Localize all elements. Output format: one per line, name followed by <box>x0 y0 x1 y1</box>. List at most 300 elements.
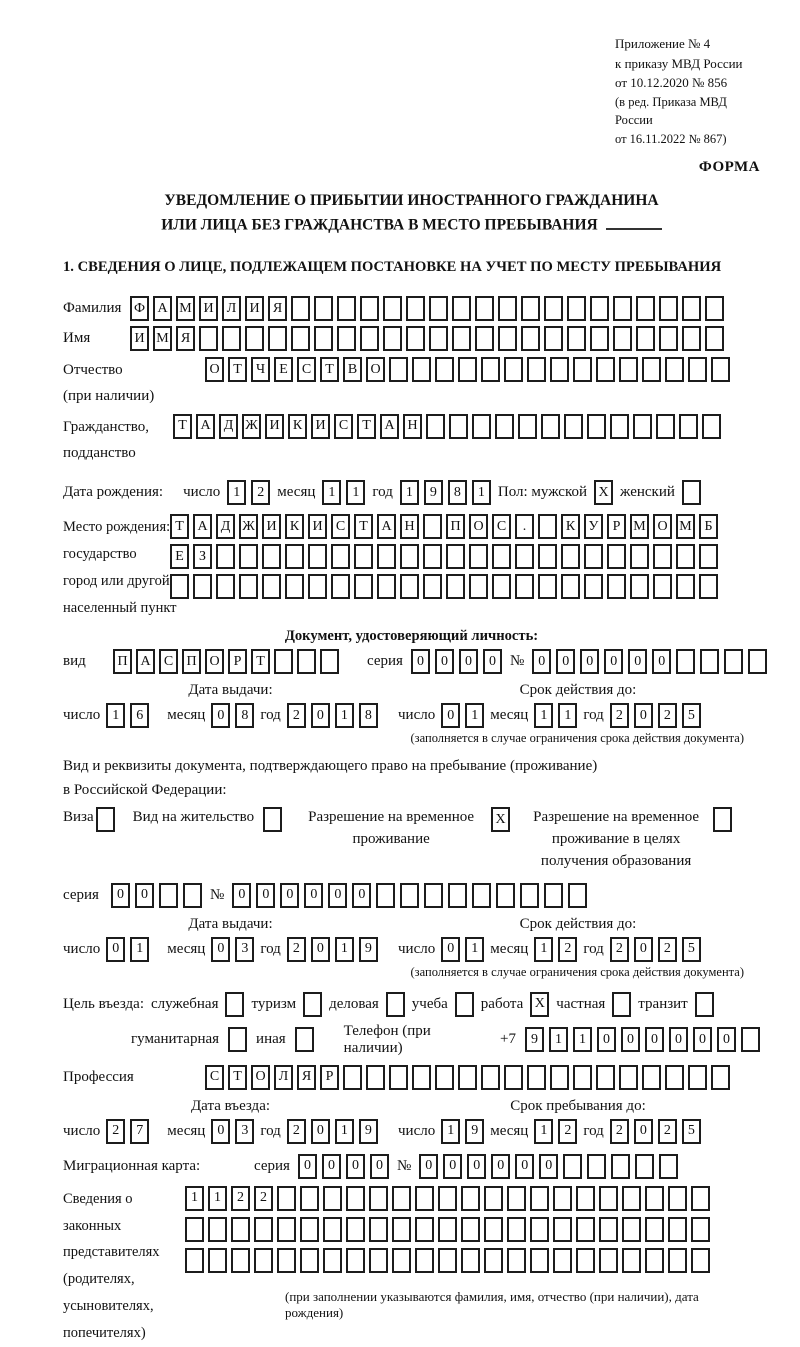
char-cell[interactable] <box>343 1065 362 1090</box>
char-cell[interactable] <box>538 514 557 539</box>
char-cell[interactable] <box>472 414 491 439</box>
char-cell[interactable] <box>452 296 471 321</box>
char-cell[interactable] <box>481 357 500 382</box>
char-cell[interactable]: 8 <box>235 703 254 728</box>
char-cell[interactable] <box>415 1186 434 1211</box>
char-cell[interactable]: П <box>446 514 465 539</box>
char-cell[interactable] <box>515 544 534 569</box>
char-cell[interactable] <box>346 1217 365 1242</box>
char-cell[interactable]: 1 <box>573 1027 592 1052</box>
char-cell[interactable]: Т <box>251 649 270 674</box>
char-cell[interactable]: Т <box>170 514 189 539</box>
char-cell[interactable] <box>193 574 212 599</box>
char-cell[interactable]: 0 <box>604 649 623 674</box>
char-cell[interactable]: Т <box>228 357 247 382</box>
sex-female-checkbox[interactable] <box>682 480 701 505</box>
char-cell[interactable] <box>613 326 632 351</box>
char-cell[interactable] <box>452 326 471 351</box>
char-cell[interactable] <box>291 296 310 321</box>
char-cell[interactable] <box>665 1065 684 1090</box>
char-cell[interactable]: 1 <box>558 703 577 728</box>
char-cell[interactable] <box>183 883 202 908</box>
char-cell[interactable]: Т <box>320 357 339 382</box>
char-cell[interactable] <box>438 1248 457 1273</box>
char-cell[interactable]: С <box>334 414 353 439</box>
char-cell[interactable] <box>607 574 626 599</box>
char-cell[interactable] <box>561 574 580 599</box>
char-cell[interactable] <box>724 649 743 674</box>
char-cell[interactable] <box>622 1217 641 1242</box>
char-cell[interactable] <box>688 357 707 382</box>
char-cell[interactable] <box>596 357 615 382</box>
char-cell[interactable] <box>323 1186 342 1211</box>
char-cell[interactable] <box>199 326 218 351</box>
char-cell[interactable]: 0 <box>311 703 330 728</box>
char-cell[interactable] <box>481 1065 500 1090</box>
char-cell[interactable] <box>619 1065 638 1090</box>
char-cell[interactable]: О <box>366 357 385 382</box>
char-cell[interactable] <box>300 1248 319 1273</box>
char-cell[interactable] <box>475 326 494 351</box>
purpose-transit-checkbox[interactable] <box>695 992 714 1017</box>
char-cell[interactable]: С <box>331 514 350 539</box>
char-cell[interactable] <box>711 1065 730 1090</box>
char-cell[interactable] <box>354 544 373 569</box>
purpose-tourism-checkbox[interactable] <box>303 992 322 1017</box>
char-cell[interactable]: 0 <box>491 1154 510 1179</box>
char-cell[interactable] <box>507 1186 526 1211</box>
char-cell[interactable] <box>613 296 632 321</box>
char-cell[interactable]: 1 <box>106 703 125 728</box>
char-cell[interactable]: А <box>377 514 396 539</box>
char-cell[interactable]: 0 <box>211 937 230 962</box>
residence-permit-checkbox[interactable] <box>263 807 282 832</box>
char-cell[interactable] <box>346 1186 365 1211</box>
char-cell[interactable]: 1 <box>472 480 491 505</box>
char-cell[interactable] <box>360 326 379 351</box>
char-cell[interactable]: 6 <box>130 703 149 728</box>
char-cell[interactable] <box>285 574 304 599</box>
char-cell[interactable]: 0 <box>441 703 460 728</box>
char-cell[interactable] <box>331 544 350 569</box>
char-cell[interactable]: 1 <box>534 1119 553 1144</box>
char-cell[interactable] <box>297 649 316 674</box>
char-cell[interactable]: 0 <box>628 649 647 674</box>
char-cell[interactable] <box>590 326 609 351</box>
char-cell[interactable] <box>400 544 419 569</box>
char-cell[interactable]: 2 <box>610 937 629 962</box>
char-cell[interactable] <box>216 574 235 599</box>
char-cell[interactable] <box>688 1065 707 1090</box>
char-cell[interactable] <box>691 1248 710 1273</box>
char-cell[interactable] <box>458 357 477 382</box>
char-cell[interactable] <box>245 326 264 351</box>
char-cell[interactable] <box>354 574 373 599</box>
char-cell[interactable] <box>633 414 652 439</box>
char-cell[interactable]: В <box>343 357 362 382</box>
char-cell[interactable]: 2 <box>231 1186 250 1211</box>
char-cell[interactable] <box>446 574 465 599</box>
char-cell[interactable]: Б <box>699 514 718 539</box>
char-cell[interactable]: 2 <box>287 1119 306 1144</box>
char-cell[interactable]: 2 <box>287 937 306 962</box>
char-cell[interactable]: 0 <box>483 649 502 674</box>
char-cell[interactable]: Ж <box>242 414 261 439</box>
char-cell[interactable] <box>705 326 724 351</box>
char-cell[interactable] <box>337 326 356 351</box>
char-cell[interactable]: О <box>251 1065 270 1090</box>
char-cell[interactable] <box>423 544 442 569</box>
char-cell[interactable]: С <box>205 1065 224 1090</box>
char-cell[interactable]: Я <box>297 1065 316 1090</box>
char-cell[interactable] <box>185 1248 204 1273</box>
char-cell[interactable] <box>446 544 465 569</box>
char-cell[interactable] <box>518 414 537 439</box>
char-cell[interactable] <box>308 544 327 569</box>
char-cell[interactable] <box>642 1065 661 1090</box>
char-cell[interactable] <box>291 326 310 351</box>
char-cell[interactable]: 0 <box>621 1027 640 1052</box>
char-cell[interactable] <box>429 326 448 351</box>
char-cell[interactable] <box>599 1217 618 1242</box>
temp-residence-edu-checkbox[interactable] <box>713 807 732 832</box>
char-cell[interactable] <box>520 883 539 908</box>
char-cell[interactable] <box>331 574 350 599</box>
char-cell[interactable] <box>277 1248 296 1273</box>
char-cell[interactable] <box>472 883 491 908</box>
char-cell[interactable] <box>553 1186 572 1211</box>
char-cell[interactable]: 1 <box>130 937 149 962</box>
char-cell[interactable]: С <box>159 649 178 674</box>
char-cell[interactable] <box>622 1186 641 1211</box>
char-cell[interactable] <box>653 544 672 569</box>
char-cell[interactable] <box>653 574 672 599</box>
char-cell[interactable]: 2 <box>658 1119 677 1144</box>
char-cell[interactable] <box>530 1248 549 1273</box>
char-cell[interactable]: 0 <box>311 1119 330 1144</box>
char-cell[interactable] <box>366 1065 385 1090</box>
char-cell[interactable] <box>507 1248 526 1273</box>
char-cell[interactable]: 0 <box>298 1154 317 1179</box>
char-cell[interactable]: И <box>245 296 264 321</box>
char-cell[interactable] <box>475 296 494 321</box>
char-cell[interactable]: М <box>630 514 649 539</box>
char-cell[interactable] <box>369 1217 388 1242</box>
char-cell[interactable]: 5 <box>682 1119 701 1144</box>
char-cell[interactable]: Т <box>354 514 373 539</box>
char-cell[interactable]: 0 <box>211 1119 230 1144</box>
char-cell[interactable] <box>656 414 675 439</box>
char-cell[interactable] <box>544 883 563 908</box>
char-cell[interactable] <box>461 1217 480 1242</box>
char-cell[interactable] <box>314 296 333 321</box>
char-cell[interactable]: 2 <box>658 703 677 728</box>
char-cell[interactable]: Л <box>274 1065 293 1090</box>
char-cell[interactable] <box>426 414 445 439</box>
char-cell[interactable]: 0 <box>459 649 478 674</box>
char-cell[interactable] <box>741 1027 760 1052</box>
char-cell[interactable]: П <box>182 649 201 674</box>
sex-male-checkbox[interactable]: X <box>594 480 613 505</box>
char-cell[interactable] <box>676 574 695 599</box>
char-cell[interactable] <box>590 296 609 321</box>
char-cell[interactable] <box>711 357 730 382</box>
char-cell[interactable]: Ч <box>251 357 270 382</box>
char-cell[interactable] <box>619 357 638 382</box>
char-cell[interactable]: Я <box>268 296 287 321</box>
char-cell[interactable] <box>573 357 592 382</box>
char-cell[interactable] <box>377 574 396 599</box>
char-cell[interactable]: 0 <box>352 883 371 908</box>
char-cell[interactable]: 0 <box>645 1027 664 1052</box>
char-cell[interactable] <box>484 1186 503 1211</box>
char-cell[interactable] <box>587 414 606 439</box>
char-cell[interactable] <box>346 1248 365 1273</box>
char-cell[interactable]: Ж <box>239 514 258 539</box>
char-cell[interactable] <box>544 296 563 321</box>
char-cell[interactable] <box>400 574 419 599</box>
char-cell[interactable]: 1 <box>346 480 365 505</box>
char-cell[interactable] <box>599 1186 618 1211</box>
char-cell[interactable] <box>573 1065 592 1090</box>
char-cell[interactable] <box>495 414 514 439</box>
char-cell[interactable] <box>610 414 629 439</box>
char-cell[interactable]: Е <box>170 544 189 569</box>
visa-checkbox[interactable] <box>96 807 115 832</box>
char-cell[interactable]: 0 <box>556 649 575 674</box>
char-cell[interactable] <box>635 1154 654 1179</box>
char-cell[interactable]: 0 <box>111 883 130 908</box>
char-cell[interactable] <box>369 1248 388 1273</box>
char-cell[interactable]: 0 <box>232 883 251 908</box>
char-cell[interactable]: О <box>205 649 224 674</box>
char-cell[interactable]: 0 <box>717 1027 736 1052</box>
char-cell[interactable] <box>645 1186 664 1211</box>
char-cell[interactable] <box>599 1248 618 1273</box>
char-cell[interactable] <box>700 649 719 674</box>
char-cell[interactable] <box>377 544 396 569</box>
char-cell[interactable] <box>423 514 442 539</box>
char-cell[interactable]: 1 <box>227 480 246 505</box>
char-cell[interactable]: 3 <box>235 937 254 962</box>
purpose-humanitarian-checkbox[interactable] <box>228 1027 247 1052</box>
char-cell[interactable] <box>285 544 304 569</box>
char-cell[interactable]: А <box>196 414 215 439</box>
char-cell[interactable] <box>323 1217 342 1242</box>
char-cell[interactable] <box>567 296 586 321</box>
char-cell[interactable] <box>699 544 718 569</box>
char-cell[interactable]: 2 <box>106 1119 125 1144</box>
char-cell[interactable] <box>415 1217 434 1242</box>
char-cell[interactable]: 0 <box>211 703 230 728</box>
char-cell[interactable]: 0 <box>311 937 330 962</box>
char-cell[interactable] <box>587 1154 606 1179</box>
char-cell[interactable]: А <box>136 649 155 674</box>
char-cell[interactable]: А <box>153 296 172 321</box>
char-cell[interactable] <box>337 296 356 321</box>
char-cell[interactable] <box>492 544 511 569</box>
char-cell[interactable]: 9 <box>359 937 378 962</box>
purpose-work-checkbox[interactable]: X <box>530 992 549 1017</box>
char-cell[interactable] <box>389 357 408 382</box>
char-cell[interactable]: 0 <box>135 883 154 908</box>
char-cell[interactable]: Н <box>400 514 419 539</box>
char-cell[interactable]: 1 <box>208 1186 227 1211</box>
char-cell[interactable]: 0 <box>346 1154 365 1179</box>
char-cell[interactable]: А <box>193 514 212 539</box>
char-cell[interactable]: О <box>469 514 488 539</box>
char-cell[interactable] <box>369 1186 388 1211</box>
char-cell[interactable] <box>642 357 661 382</box>
char-cell[interactable]: С <box>492 514 511 539</box>
char-cell[interactable] <box>665 357 684 382</box>
char-cell[interactable] <box>274 649 293 674</box>
char-cell[interactable] <box>277 1186 296 1211</box>
char-cell[interactable] <box>691 1186 710 1211</box>
char-cell[interactable]: 2 <box>610 703 629 728</box>
char-cell[interactable]: 0 <box>669 1027 688 1052</box>
purpose-business-checkbox[interactable] <box>386 992 405 1017</box>
char-cell[interactable]: Т <box>173 414 192 439</box>
char-cell[interactable]: 0 <box>322 1154 341 1179</box>
char-cell[interactable]: 0 <box>106 937 125 962</box>
char-cell[interactable] <box>415 1248 434 1273</box>
char-cell[interactable] <box>239 544 258 569</box>
char-cell[interactable] <box>277 1217 296 1242</box>
char-cell[interactable] <box>691 1217 710 1242</box>
char-cell[interactable]: 0 <box>597 1027 616 1052</box>
char-cell[interactable]: 1 <box>185 1186 204 1211</box>
char-cell[interactable]: 0 <box>328 883 347 908</box>
char-cell[interactable]: 0 <box>370 1154 389 1179</box>
char-cell[interactable] <box>448 883 467 908</box>
char-cell[interactable] <box>262 574 281 599</box>
char-cell[interactable] <box>659 296 678 321</box>
char-cell[interactable]: К <box>561 514 580 539</box>
char-cell[interactable] <box>170 574 189 599</box>
char-cell[interactable] <box>222 326 241 351</box>
char-cell[interactable]: 0 <box>304 883 323 908</box>
char-cell[interactable] <box>567 326 586 351</box>
char-cell[interactable] <box>392 1217 411 1242</box>
char-cell[interactable] <box>645 1217 664 1242</box>
char-cell[interactable]: 0 <box>441 937 460 962</box>
char-cell[interactable] <box>300 1186 319 1211</box>
char-cell[interactable] <box>636 326 655 351</box>
char-cell[interactable] <box>564 414 583 439</box>
char-cell[interactable] <box>630 574 649 599</box>
char-cell[interactable] <box>498 326 517 351</box>
char-cell[interactable] <box>679 414 698 439</box>
char-cell[interactable]: 1 <box>400 480 419 505</box>
char-cell[interactable] <box>668 1186 687 1211</box>
char-cell[interactable]: . <box>515 514 534 539</box>
char-cell[interactable] <box>389 1065 408 1090</box>
char-cell[interactable] <box>216 544 235 569</box>
char-cell[interactable]: 0 <box>634 703 653 728</box>
char-cell[interactable] <box>530 1186 549 1211</box>
char-cell[interactable] <box>400 883 419 908</box>
purpose-study-checkbox[interactable] <box>455 992 474 1017</box>
char-cell[interactable]: О <box>205 357 224 382</box>
char-cell[interactable] <box>527 357 546 382</box>
char-cell[interactable] <box>668 1217 687 1242</box>
char-cell[interactable]: Д <box>216 514 235 539</box>
char-cell[interactable] <box>550 357 569 382</box>
char-cell[interactable] <box>406 326 425 351</box>
char-cell[interactable] <box>239 574 258 599</box>
char-cell[interactable] <box>392 1186 411 1211</box>
char-cell[interactable]: Ф <box>130 296 149 321</box>
purpose-private-checkbox[interactable] <box>612 992 631 1017</box>
char-cell[interactable] <box>308 574 327 599</box>
char-cell[interactable] <box>659 1154 678 1179</box>
char-cell[interactable] <box>561 544 580 569</box>
char-cell[interactable] <box>702 414 721 439</box>
char-cell[interactable] <box>423 574 442 599</box>
char-cell[interactable]: И <box>199 296 218 321</box>
char-cell[interactable]: У <box>584 514 603 539</box>
char-cell[interactable] <box>504 357 523 382</box>
char-cell[interactable] <box>208 1217 227 1242</box>
char-cell[interactable] <box>515 574 534 599</box>
char-cell[interactable]: 1 <box>465 703 484 728</box>
char-cell[interactable] <box>607 544 626 569</box>
char-cell[interactable] <box>320 649 339 674</box>
char-cell[interactable]: И <box>308 514 327 539</box>
char-cell[interactable]: 0 <box>539 1154 558 1179</box>
char-cell[interactable]: Р <box>320 1065 339 1090</box>
char-cell[interactable]: Д <box>219 414 238 439</box>
char-cell[interactable] <box>458 1065 477 1090</box>
char-cell[interactable] <box>568 883 587 908</box>
char-cell[interactable]: 1 <box>534 703 553 728</box>
char-cell[interactable] <box>461 1248 480 1273</box>
char-cell[interactable]: П <box>113 649 132 674</box>
char-cell[interactable] <box>323 1248 342 1273</box>
char-cell[interactable] <box>469 544 488 569</box>
char-cell[interactable]: 7 <box>130 1119 149 1144</box>
char-cell[interactable]: 0 <box>652 649 671 674</box>
char-cell[interactable] <box>268 326 287 351</box>
char-cell[interactable] <box>461 1186 480 1211</box>
char-cell[interactable] <box>159 883 178 908</box>
char-cell[interactable] <box>705 296 724 321</box>
char-cell[interactable]: 1 <box>335 937 354 962</box>
char-cell[interactable] <box>676 649 695 674</box>
char-cell[interactable] <box>576 1217 595 1242</box>
char-cell[interactable]: И <box>311 414 330 439</box>
char-cell[interactable] <box>521 326 540 351</box>
char-cell[interactable]: 1 <box>549 1027 568 1052</box>
char-cell[interactable] <box>544 326 563 351</box>
char-cell[interactable] <box>231 1217 250 1242</box>
char-cell[interactable]: 1 <box>335 1119 354 1144</box>
char-cell[interactable]: 0 <box>256 883 275 908</box>
char-cell[interactable]: М <box>153 326 172 351</box>
char-cell[interactable]: 0 <box>443 1154 462 1179</box>
char-cell[interactable]: Е <box>274 357 293 382</box>
char-cell[interactable]: 2 <box>251 480 270 505</box>
char-cell[interactable]: Р <box>228 649 247 674</box>
char-cell[interactable]: З <box>193 544 212 569</box>
char-cell[interactable]: Н <box>403 414 422 439</box>
char-cell[interactable]: 0 <box>419 1154 438 1179</box>
char-cell[interactable] <box>748 649 767 674</box>
char-cell[interactable]: 0 <box>580 649 599 674</box>
char-cell[interactable]: Т <box>228 1065 247 1090</box>
char-cell[interactable] <box>584 544 603 569</box>
